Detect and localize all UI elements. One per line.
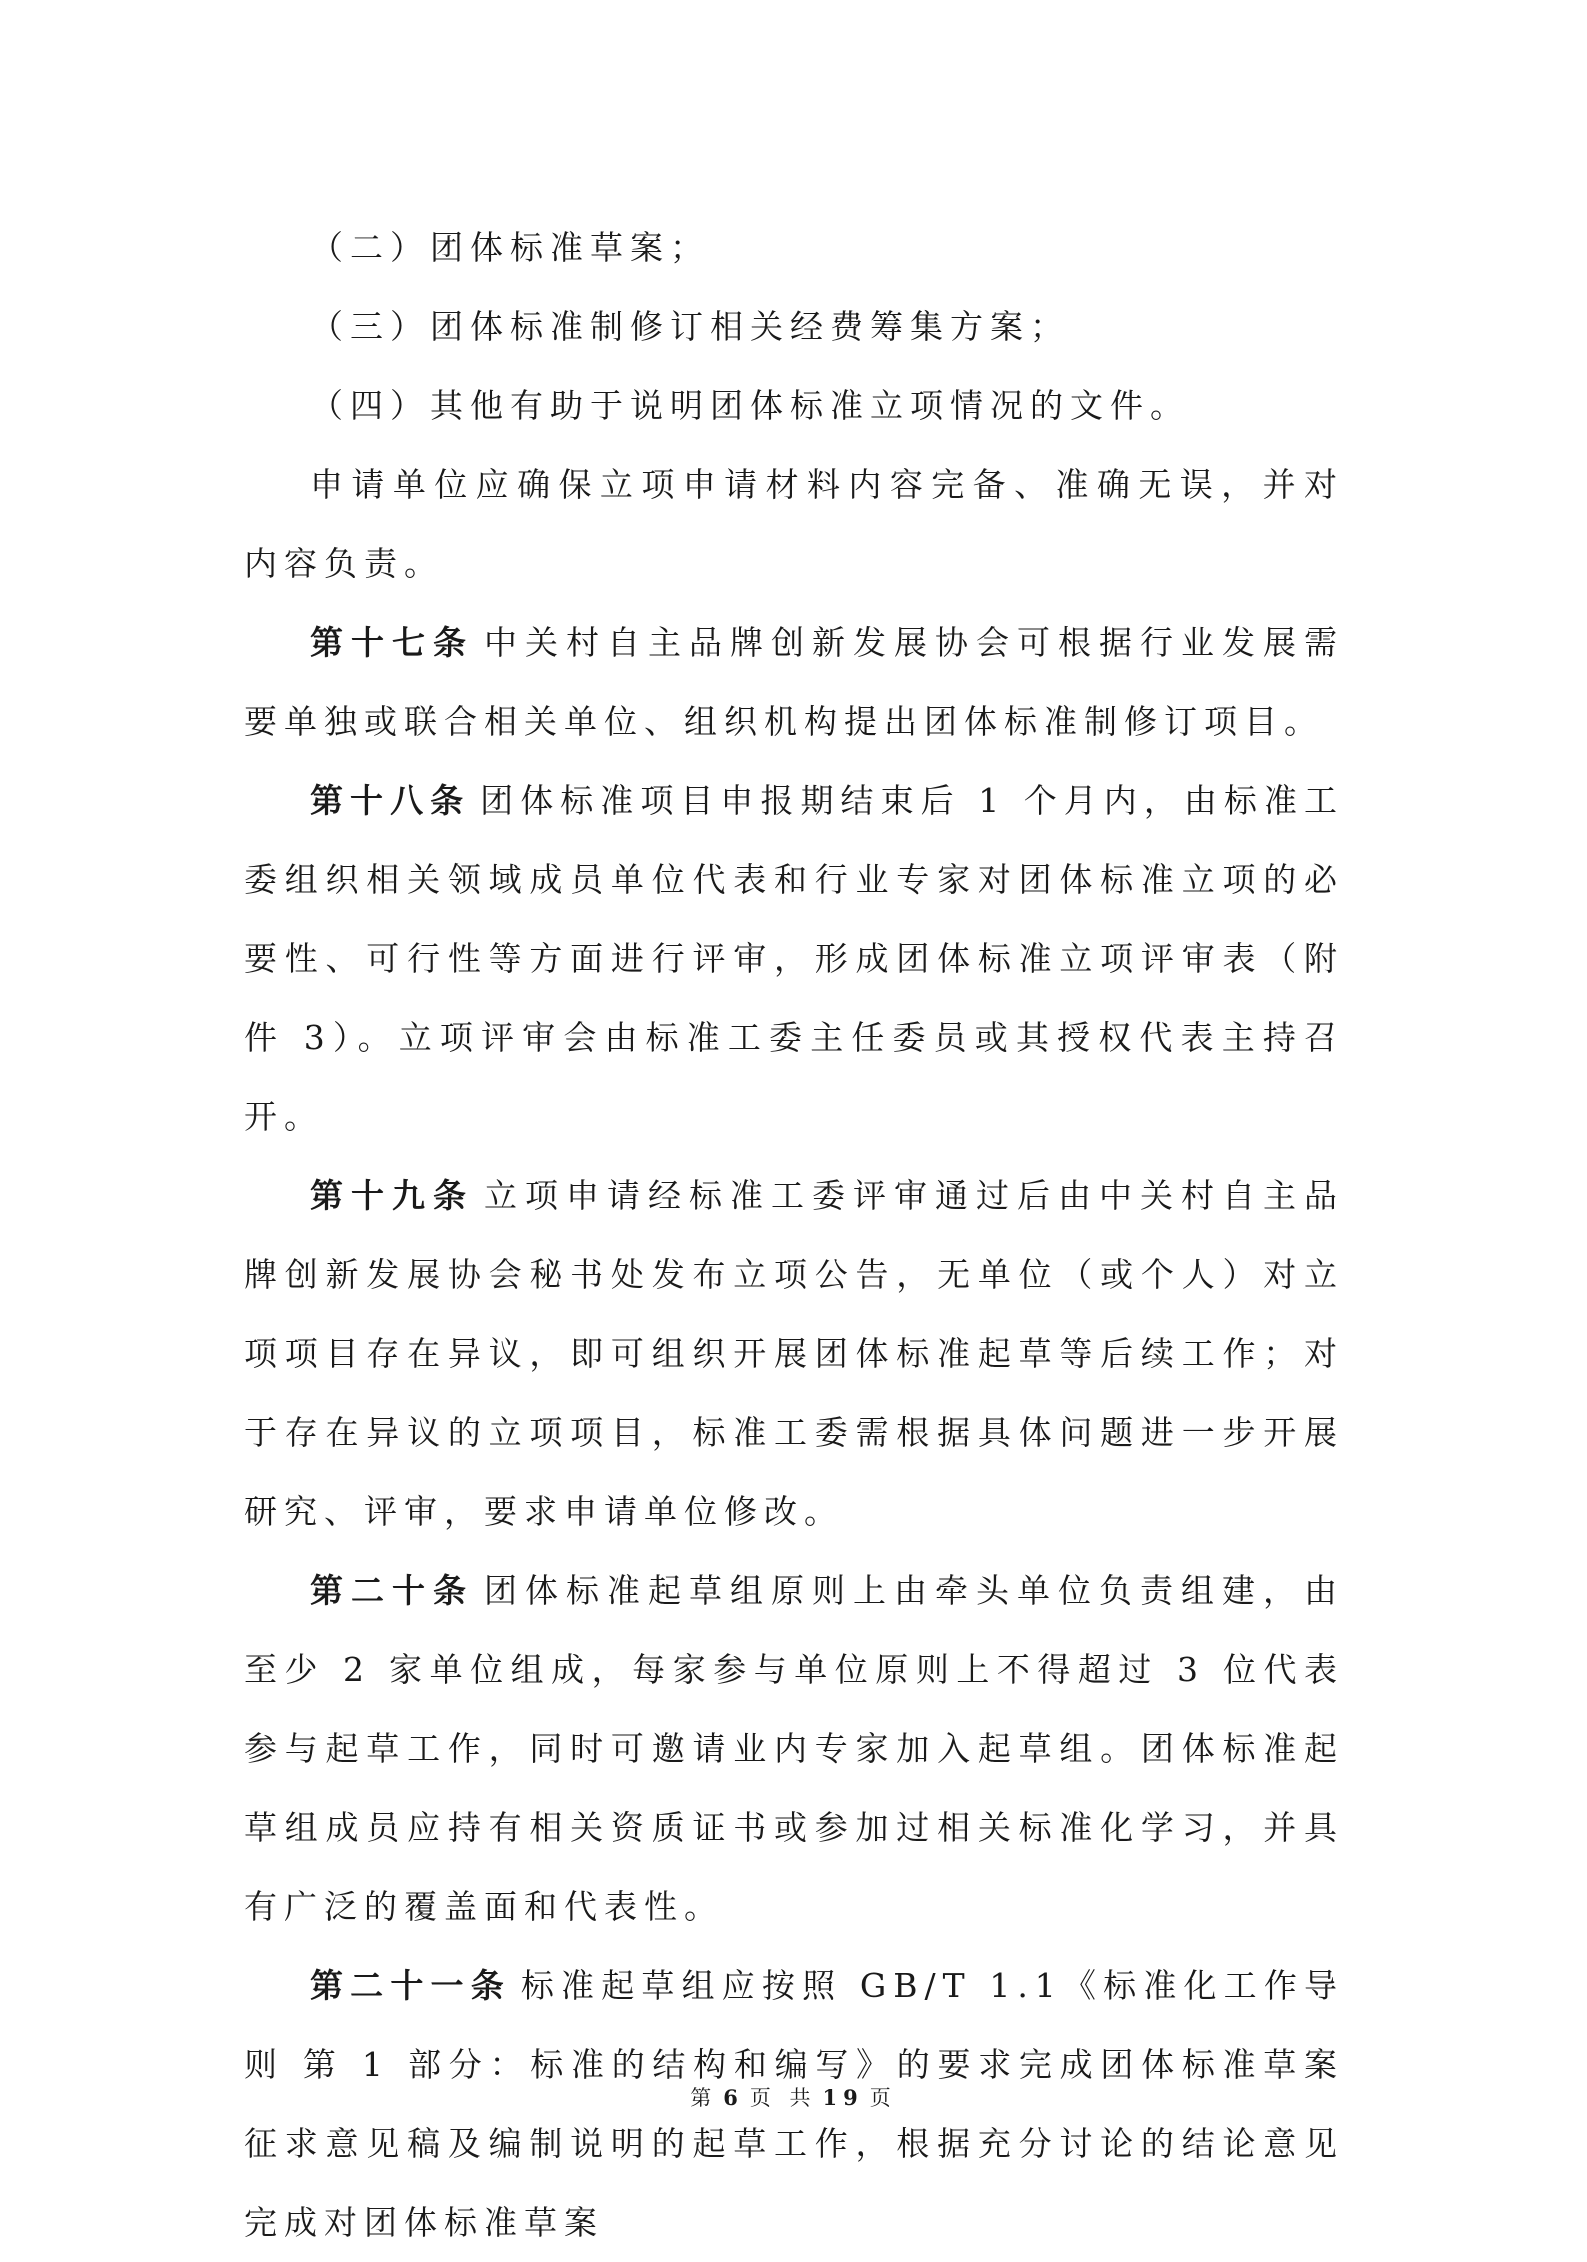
paragraph-text: （四）其他有助于说明团体标准立项情况的文件。: [310, 386, 1190, 425]
paragraph-text: 申请单位应确保立项申请材料内容完备、准确无误，并对内容负责。: [244, 465, 1344, 583]
paragraph-item-4: [244, 366, 1344, 445]
article-text: 团体标准项目申报期结束后 1 个月内，由标准工委组织相关领域成员单位代表和行业专家对团体标准立项的必要性、可行性等方面进行评审，形成团体标准立项评审表（附件 3）。立项评审会由标准工委主任委员或其授权代表主持召开。: [244, 781, 1345, 1136]
article-18: [244, 761, 1344, 1156]
article-number: 第十八条: [310, 781, 471, 820]
page-footer: [0, 2082, 1587, 2112]
footer-suffix: 页: [869, 2086, 897, 2110]
paragraph-text: （二）团体标准草案；: [310, 228, 710, 267]
article-17: [244, 603, 1344, 761]
paragraph-item-2: [244, 208, 1344, 287]
article-20: [244, 1551, 1344, 1946]
article-text: 中关村自主品牌创新发展协会可根据行业发展需要单独或联合相关单位、组织机构提出团体标准制修订项目。: [244, 623, 1344, 741]
document-body: [244, 208, 1344, 2262]
current-page-number: 6: [723, 2085, 744, 2110]
footer-prefix: 第: [690, 2086, 718, 2110]
article-number: 第二十条: [310, 1571, 474, 1610]
paragraph-item-3: [244, 287, 1344, 366]
paragraph-text: （三）团体标准制修订相关经费筹集方案；: [310, 307, 1070, 346]
article-text: 团体标准起草组原则上由牵头单位负责组建，由至少 2 家单位组成，每家参与单位原则上不得超过 3 位代表参与起草工作，同时可邀请业内专家加入起草组。团体标准起草组成员应持有相关资质证书或参加过相关标准化学习，并具有广泛的覆盖面和代表性。: [244, 1571, 1344, 1926]
paragraph-applicant-responsibility: [244, 445, 1344, 603]
article-19: [244, 1156, 1344, 1551]
total-page-count: 19: [822, 2085, 864, 2110]
article-text: 标准起草组应按照 GB/T 1.1《标准化工作导则 第 1 部分：标准的结构和编写》的要求完成团体标准草案征求意见稿及编制说明的起草工作，根据充分讨论的结论意见完成对团体标准草案: [244, 1966, 1345, 2242]
article-number: 第十九条: [310, 1176, 474, 1215]
article-number: 第二十一条: [310, 1966, 511, 2005]
article-number: 第十七条: [310, 623, 474, 662]
footer-middle: 页 共: [749, 2086, 817, 2110]
article-text: 立项申请经标准工委评审通过后由中关村自主品牌创新发展协会秘书处发布立项公告，无单位（或个人）对立项项目存在异议，即可组织开展团体标准起草等后续工作；对于存在异议的立项项目，标准工委需根据具体问题进一步开展研究、评审，要求申请单位修改。: [244, 1176, 1344, 1531]
